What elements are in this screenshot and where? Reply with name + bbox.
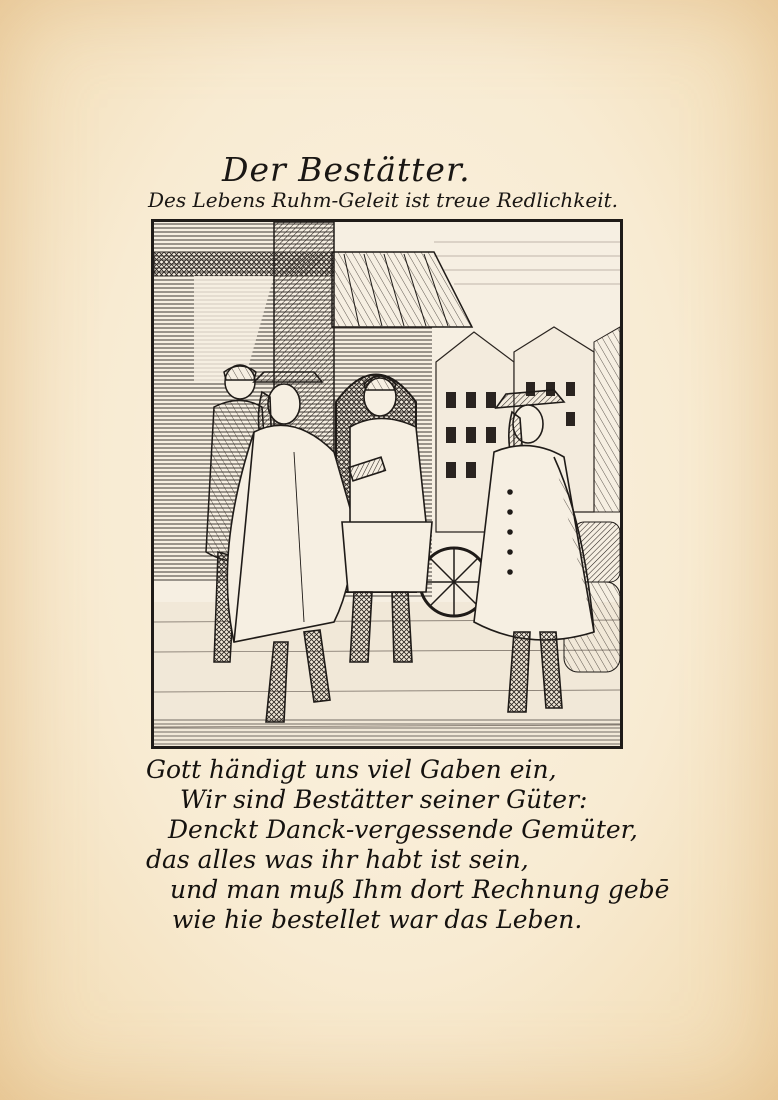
verse-line: Wir sind Bestätter seiner Güter: <box>180 785 588 814</box>
engraving-illustration <box>154 222 620 746</box>
verse-line: das alles was ihr habt ist sein, <box>146 845 529 874</box>
verse-line: Denckt Danck-vergessende Gemüter, <box>168 815 638 844</box>
verse <box>146 755 670 935</box>
engraving-plate <box>151 219 623 749</box>
motto: Des Lebens Ruhm-Geleit ist treue Redlichkeit. <box>148 188 619 212</box>
verse-line: und man muß Ihm dort Rechnung gebē <box>170 875 670 904</box>
verse-line: wie hie bestellet war das Leben. <box>172 905 583 934</box>
page-title: Der Bestätter. <box>222 150 471 189</box>
verse-line: Gott händigt uns viel Gaben ein, <box>146 755 557 784</box>
